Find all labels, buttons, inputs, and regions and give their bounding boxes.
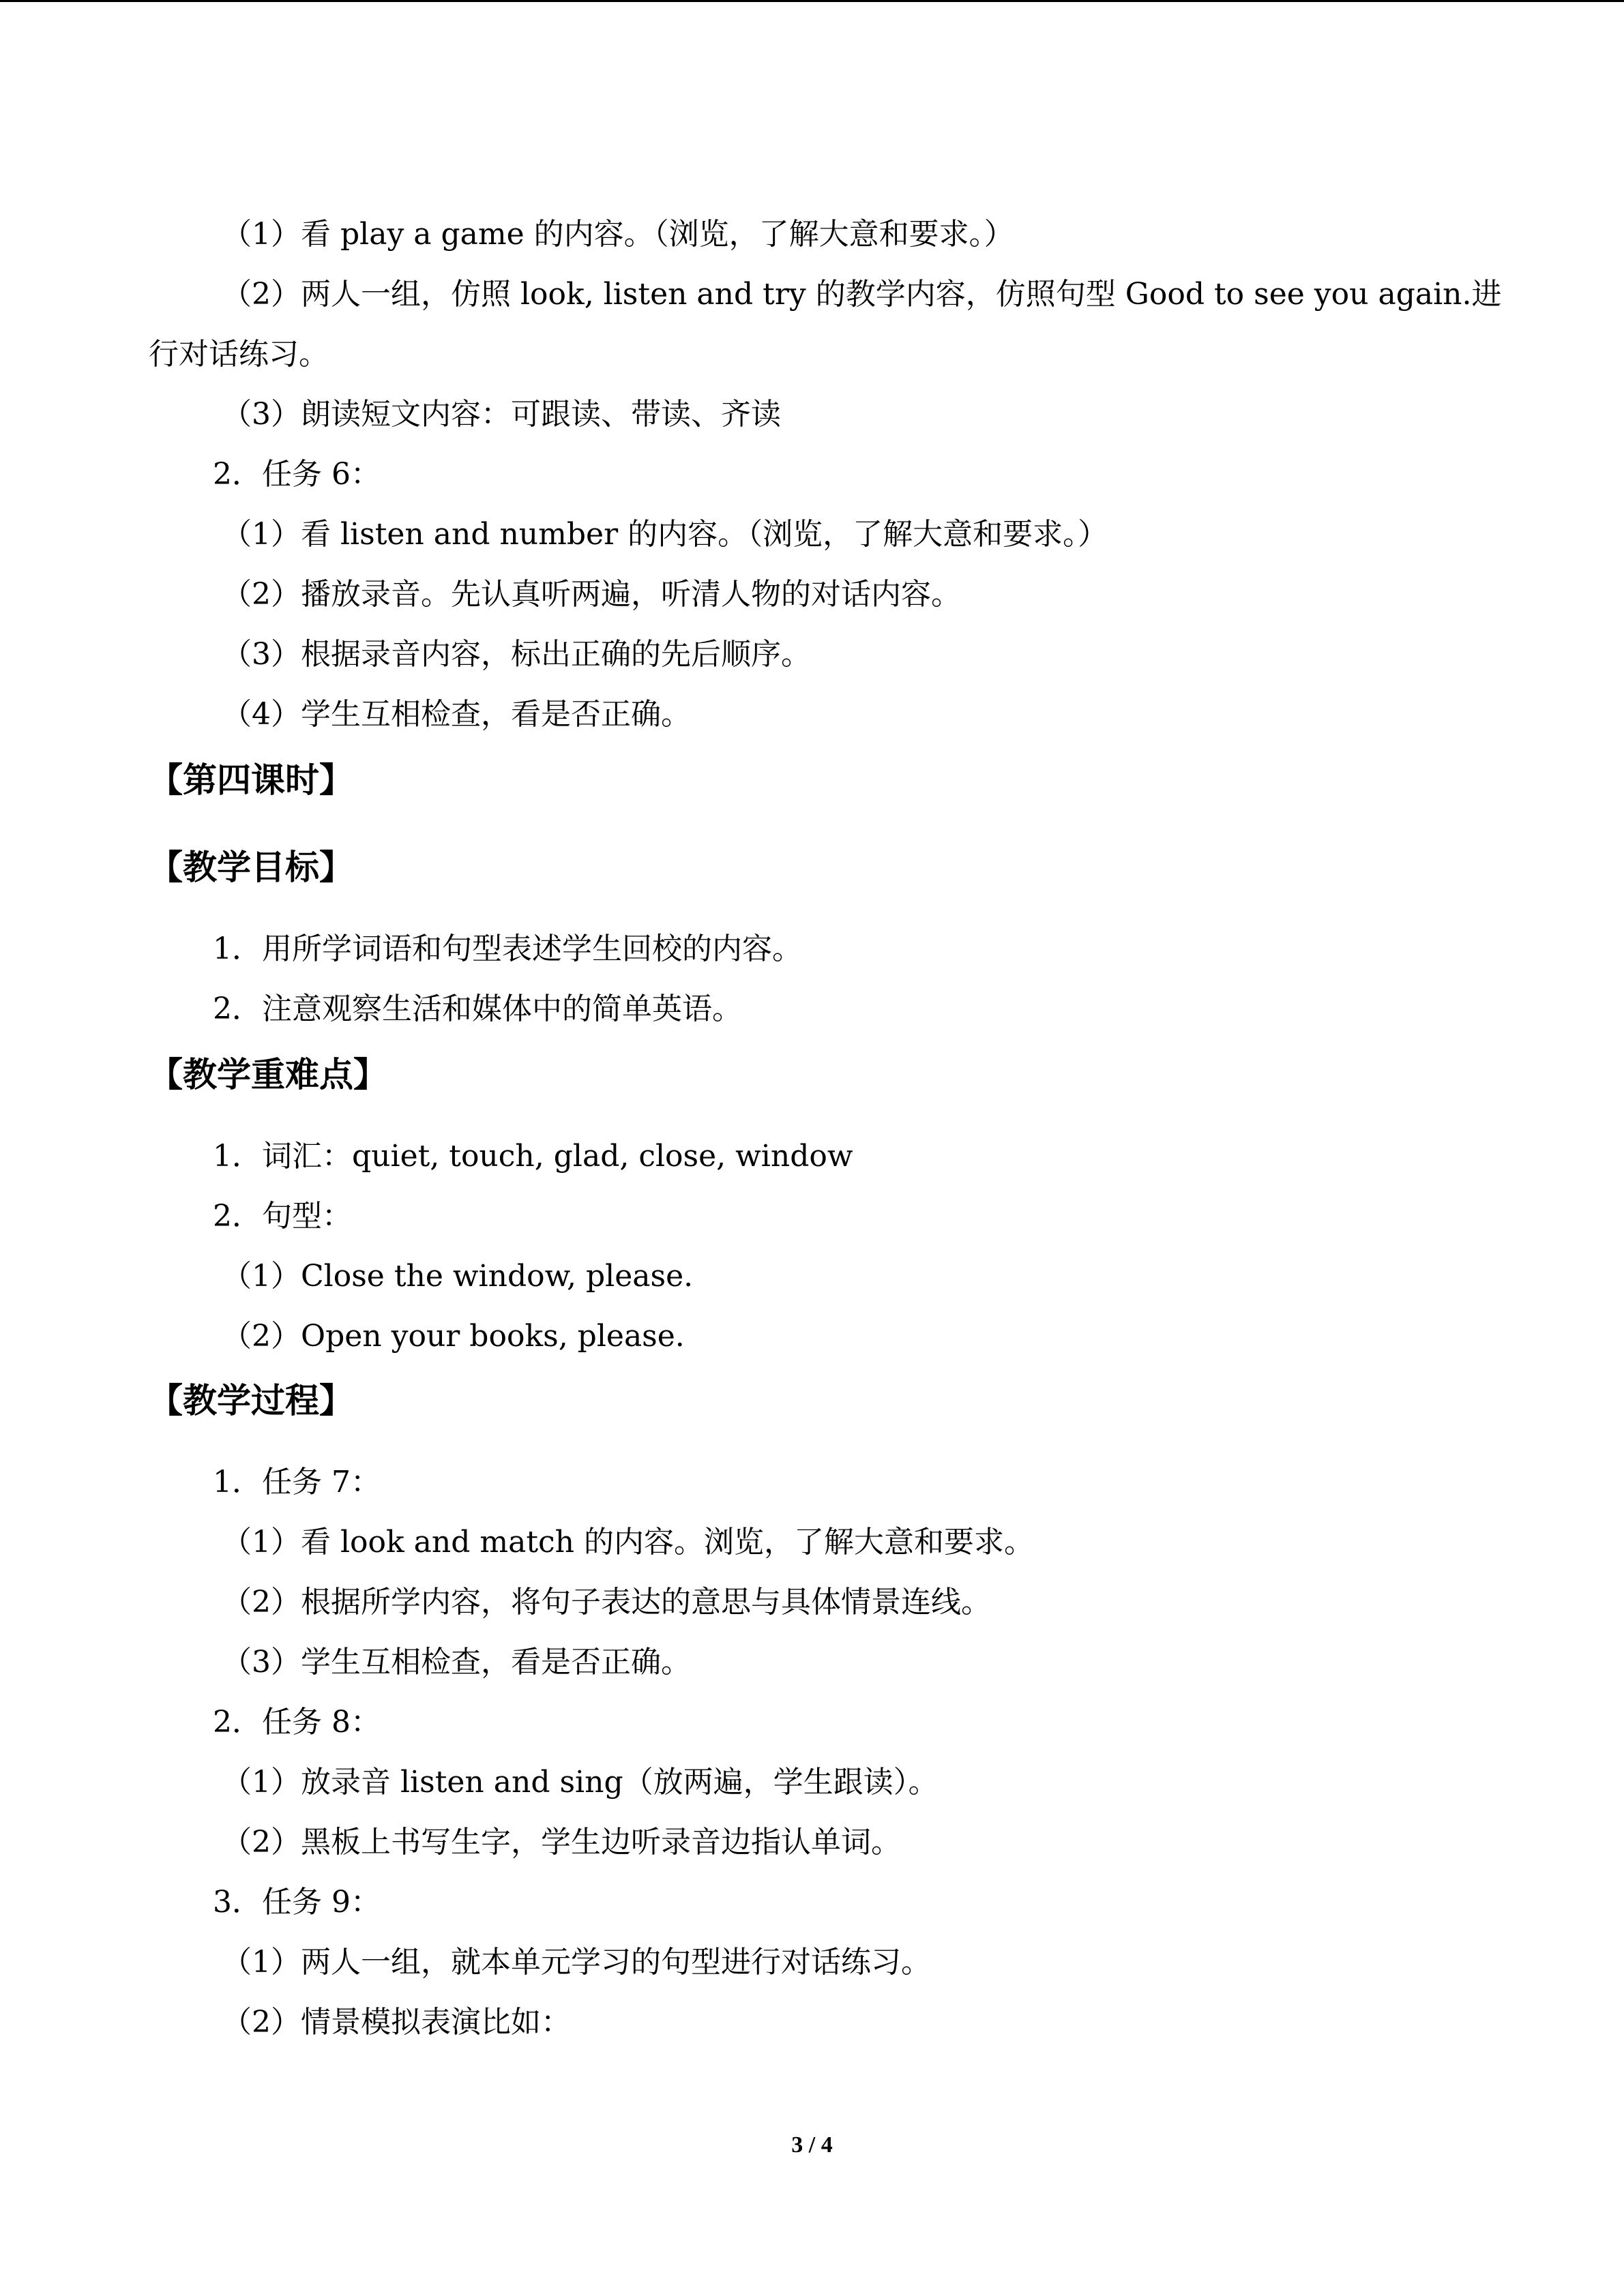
text-line: （1）看 play a game 的内容。（浏览，了解大意和要求。） [222, 217, 1014, 252]
section-heading-goals: 【教学目标】 [149, 848, 353, 887]
process-item: （1）两人一组，就本单元学习的句型进行对话练习。 [222, 1945, 931, 1980]
section-heading-lesson: 【第四课时】 [149, 760, 353, 800]
page-number: 3 / 4 [791, 2132, 833, 2158]
section-heading-process: 【教学过程】 [149, 1381, 353, 1420]
text-line: 2．任务 6： [213, 457, 381, 492]
text-line: （2）播放录音。先认真听两遍，听清人物的对话内容。 [222, 577, 961, 612]
text-line: （1）看 listen and number 的内容。（浏览，了解大意和要求。） [222, 517, 1108, 552]
process-item: 3．任务 9： [213, 1885, 381, 1920]
section-heading-key-points: 【教学重难点】 [149, 1055, 387, 1094]
text-line: （4）学生互相检查，看是否正确。 [222, 697, 691, 732]
process-item: （2）情景模拟表演比如： [222, 2005, 571, 2040]
process-item: （2）黑板上书写生字，学生边听录音边指认单词。 [222, 1825, 901, 1860]
process-item: 2．任务 8： [213, 1705, 381, 1740]
key-point-item: 1．词汇：quiet, touch, glad, close, window [213, 1139, 853, 1174]
key-point-item: （2）Open your books, please. [222, 1319, 685, 1354]
process-item: （2）根据所学内容，将句子表达的意思与具体情景连线。 [222, 1585, 991, 1620]
goal-item: 1．用所学词语和句型表述学生回校的内容。 [213, 931, 802, 966]
process-item: （1）放录音 listen and sing（放两遍，学生跟读）。 [222, 1765, 939, 1800]
key-point-item: （1）Close the window, please. [222, 1259, 694, 1294]
top-border-line [0, 0, 1624, 2]
text-line: （2）两人一组，仿照 look, listen and try 的教学内容，仿照句型 Good to see you again.进 [222, 277, 1502, 312]
key-point-item: 2．句型： [213, 1199, 352, 1234]
goal-item: 2．注意观察生活和媒体中的简单英语。 [213, 992, 742, 1026]
process-item: （3）学生互相检查，看是否正确。 [222, 1645, 691, 1680]
text-line: （3）根据录音内容，标出正确的先后顺序。 [222, 637, 811, 672]
text-line: 行对话练习。 [149, 337, 329, 372]
text-line: （3）朗读短文内容：可跟读、带读、齐读 [222, 397, 781, 432]
process-item: （1）看 look and match 的内容。浏览，了解大意和要求。 [222, 1525, 1035, 1560]
process-item: 1．任务 7： [213, 1465, 381, 1500]
